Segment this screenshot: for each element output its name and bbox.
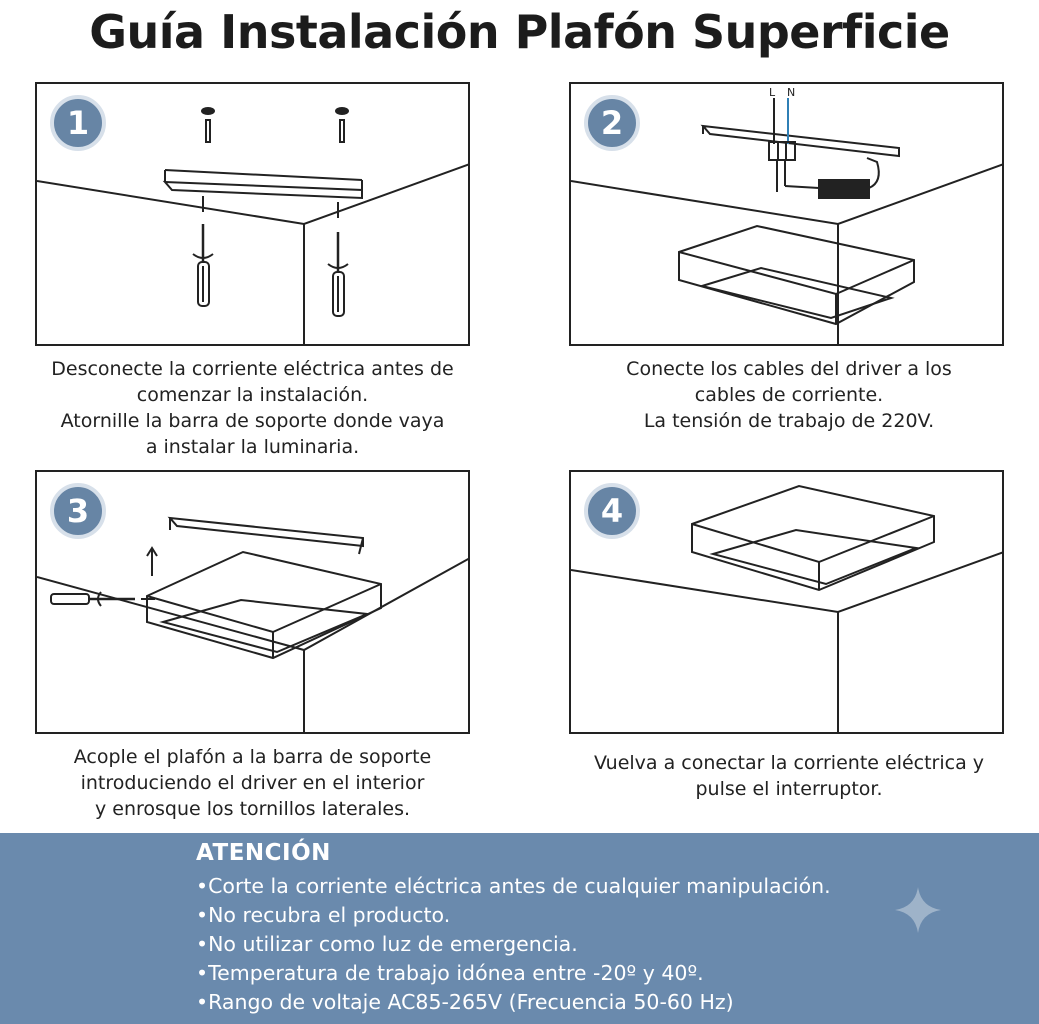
wire-label-l: L	[769, 86, 776, 99]
wire-label-n: N	[787, 86, 796, 99]
step-2-caption-line: Conecte los cables del driver a los	[626, 358, 952, 380]
step-1-caption-line: Atornille la barra de soporte donde vaya	[60, 410, 445, 432]
step-4-badge: 4	[584, 483, 640, 539]
step-2-caption-line: cables de corriente.	[694, 384, 884, 406]
step-2-caption-line: La tensión de trabajo de 220V.	[643, 410, 935, 432]
attention-item: • No recubra el producto.	[196, 901, 831, 930]
step-3-caption-line: Acople el plafón a la barra de soporte	[73, 746, 432, 768]
step-3-illustration	[35, 470, 470, 734]
step-2-badge: 2	[584, 95, 640, 151]
attention-item: • No utilizar como luz de emergencia.	[196, 930, 831, 959]
step-3-caption	[0, 744, 505, 822]
step-1-illustration	[35, 82, 470, 346]
attention-item: • Temperatura de trabajo idónea entre -20º y 40º.	[196, 959, 831, 988]
step-3-caption-line: introduciendo el driver en el interior	[80, 772, 425, 794]
step-1-badge: 1	[50, 95, 106, 151]
attention-title: ATENCIÓN	[196, 840, 331, 866]
step-4-caption-line: Vuelva a conectar la corriente eléctrica y	[593, 752, 985, 774]
attention-item: • Rango de voltaje AC85-265V (Frecuencia 50-60 Hz)	[196, 988, 831, 1017]
step-1-caption-line: comenzar la instalación.	[136, 384, 369, 406]
attention-item: • Corte la corriente eléctrica antes de cualquier manipulación.	[196, 872, 831, 901]
step-4-caption	[539, 750, 1039, 802]
step-4-illustration	[569, 470, 1004, 734]
step-1-caption-line: Desconecte la corriente eléctrica antes de	[51, 358, 454, 380]
step-3-badge: 3	[50, 483, 106, 539]
sparkle-icon	[893, 885, 943, 935]
step-1-caption-line: a instalar la luminaria.	[145, 436, 360, 458]
step-1-caption	[0, 356, 505, 460]
step-2-caption	[539, 356, 1039, 434]
step-4-caption-line: pulse el interruptor.	[695, 778, 883, 800]
step-2-illustration	[569, 82, 1004, 346]
page-title: Guía Instalación Plafón Superficie	[89, 5, 950, 59]
attention-list	[196, 872, 831, 1017]
step-3-caption-line: y enrosque los tornillos laterales.	[94, 798, 411, 820]
